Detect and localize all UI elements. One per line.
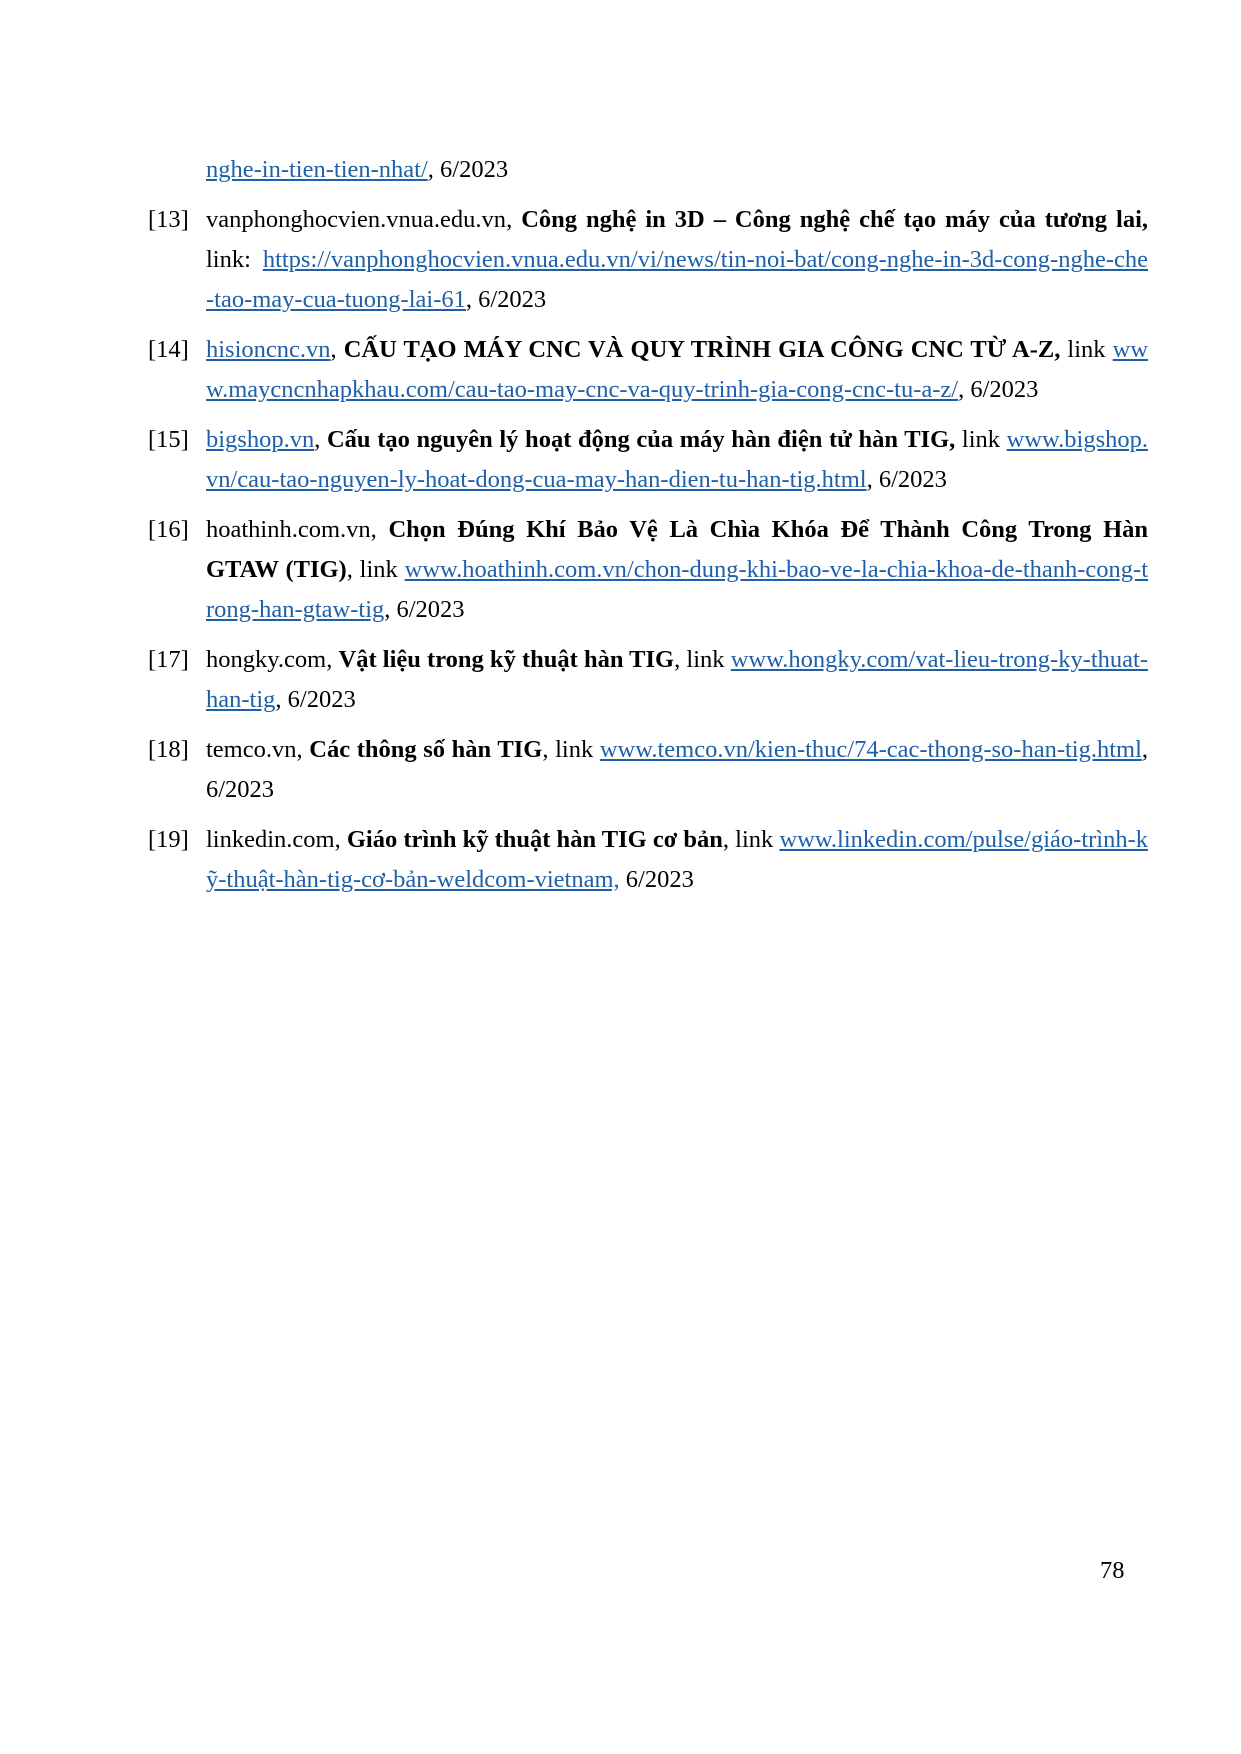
reference-link[interactable]: nghe-in-tien-tien-nhat/ (206, 156, 428, 183)
reference-title: Vật liệu trong kỹ thuật hàn TIG (338, 646, 675, 673)
continuation-tail: , 6/2023 (427, 156, 509, 183)
reference-source-link[interactable]: hisioncnc.vn (206, 336, 331, 363)
reference-body: vanphonghocvien.vnua.edu.vn, Công nghệ in 3D – Công nghệ chế tạo máy của tương lai, link: https://vanphonghocvien.vnua.edu.vn/vi/news/tin-noi-bat/cong-nghe-in-3d-cong-nghe-che-tao-may-cua-tuong-lai-61, 6/2023 (206, 206, 1149, 313)
reference-title: Giáo trình kỹ thuật hàn TIG cơ bản (346, 826, 723, 853)
reference-number: [15] (148, 426, 189, 453)
reference-link[interactable]: www.temco.vn/kien-thuc/74-cac-thong-so-han-tig.html (599, 736, 1142, 763)
reference-link-prefix: link (735, 826, 774, 853)
reference-title: Cấu tạo nguyên lý hoạt động của máy hàn điện tử hàn TIG, (326, 426, 956, 453)
reference-item-15 (148, 420, 1148, 500)
reference-link[interactable]: https://vanphonghocvien.vnua.edu.vn/vi/news/tin-noi-bat/cong-nghe-in-3d-cong-nghe-che-tao-may-cua-tuong-lai-61 (206, 246, 1148, 313)
reference-source: linkedin.com (206, 826, 335, 853)
reference-source-link[interactable]: bigshop.vn (206, 426, 315, 453)
reference-item-14 (148, 330, 1148, 410)
reference-date: 6/2023 (625, 866, 694, 893)
reference-title: Công nghệ in 3D – Công nghệ chế tạo máy của tương lai, (521, 206, 1149, 233)
reference-item-19 (148, 820, 1148, 900)
reference-link-prefix: link (686, 646, 725, 673)
reference-list (148, 150, 1148, 910)
reference-link[interactable]: www.hongky.com/vat-lieu-trong-ky-thuat-han-tig (206, 646, 1149, 713)
reference-date: 6/2023 (878, 466, 947, 493)
reference-link-prefix: link: (206, 246, 251, 273)
reference-link-prefix: link (555, 736, 594, 763)
reference-number: [18] (148, 736, 189, 763)
reference-source: temco.vn (206, 736, 297, 763)
reference-number: [16] (148, 516, 189, 543)
reference-title: CẤU TẠO MÁY CNC VÀ QUY TRÌNH GIA CÔNG CNC TỪ A-Z, (343, 336, 1061, 363)
reference-number: [19] (148, 826, 189, 853)
reference-title: Chọn Đúng Khí Bảo Vệ Là Chìa Khóa Để Thành Công Trong Hàn GTAW (TIG) (206, 516, 1149, 583)
reference-number: [13] (148, 206, 189, 233)
reference-date: 6/2023 (287, 686, 356, 713)
reference-body: hisioncnc.vn, CẤU TẠO MÁY CNC VÀ QUY TRÌNH GIA CÔNG CNC TỪ A-Z, link www.maycncnhapkhau.com/cau-tao-may-cnc-va-quy-trinh-gia-cong-cnc-tu-a-z/, 6/2023 (206, 336, 1149, 403)
reference-source: vanphonghocvien.vnua.edu.vn (206, 206, 507, 233)
reference-body: hongky.com, Vật liệu trong kỹ thuật hàn TIG, link www.hongky.com/vat-lieu-trong-ky-thuat-han-tig, 6/2023 (206, 646, 1149, 713)
reference-date: 6/2023 (970, 376, 1039, 403)
reference-source: hongky.com (206, 646, 327, 673)
reference-link[interactable]: www.linkedin.com/pulse/giáo-trình-kỹ-thuật-hàn-tig-cơ-bản-weldcom-vietnam, (206, 826, 1149, 893)
reference-source: hoathinh.com.vn (206, 516, 371, 543)
reference-item-16 (148, 510, 1148, 630)
reference-body: hoathinh.com.vn, Chọn Đúng Khí Bảo Vệ Là Chìa Khóa Để Thành Công Trong Hàn GTAW (TIG), link www.hoathinh.com.vn/chon-dung-khi-bao-ve-la-chia-khoa-de-thanh-cong-trong-han-gtaw-tig, 6/2023 (206, 516, 1149, 623)
reference-date: 6/2023 (206, 776, 275, 803)
page-number: 78 (1100, 1557, 1125, 1584)
reference-link-prefix: link (359, 556, 398, 583)
reference-link[interactable]: www.maycncnhapkhau.com/cau-tao-may-cnc-va-quy-trinh-gia-cong-cnc-tu-a-z/ (206, 336, 1149, 403)
reference-body: linkedin.com, Giáo trình kỹ thuật hàn TIG cơ bản, link www.linkedin.com/pulse/giáo-trình-kỹ-thuật-hàn-tig-cơ-bản-weldcom-vietnam, 6/2023 (206, 826, 1149, 893)
reference-item-18 (148, 730, 1148, 810)
reference-continuation (148, 150, 1148, 190)
reference-date: 6/2023 (396, 596, 465, 623)
reference-item-13 (148, 200, 1148, 320)
reference-number: [14] (148, 336, 189, 363)
reference-link[interactable]: www.bigshop.vn/cau-tao-nguyen-ly-hoat-dong-cua-may-han-dien-tu-han-tig.html (206, 426, 1149, 493)
reference-body: temco.vn, Các thông số hàn TIG, link www.temco.vn/kien-thuc/74-cac-thong-so-han-tig.html, 6/2023 (206, 736, 1149, 803)
reference-link-prefix: link (961, 426, 1001, 453)
reference-date: 6/2023 (478, 286, 547, 313)
reference-link[interactable]: www.hoathinh.com.vn/chon-dung-khi-bao-ve-la-chia-khoa-de-thanh-cong-trong-han-gtaw-tig (206, 556, 1149, 623)
reference-number: [17] (148, 646, 189, 673)
reference-item-17 (148, 640, 1148, 720)
reference-link-prefix: link (1067, 336, 1106, 363)
reference-title: Các thông số hàn TIG (309, 736, 543, 763)
reference-body: bigshop.vn, Cấu tạo nguyên lý hoạt động của máy hàn điện tử hàn TIG, link www.bigshop.vn/cau-tao-nguyen-ly-hoat-dong-cua-may-han-dien-tu-han-tig.html, 6/2023 (206, 426, 1149, 493)
